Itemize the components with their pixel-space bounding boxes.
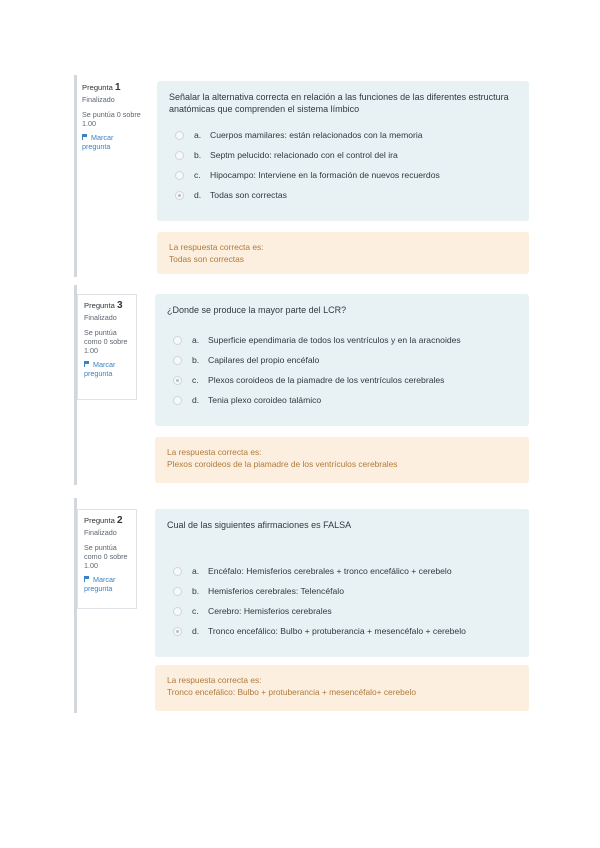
feedback-answer: Plexos coroideos de la piamadre de los ventrículos cerebrales — [167, 459, 398, 469]
question-2-feedback — [155, 665, 529, 711]
answer-option-c[interactable] — [167, 601, 517, 621]
option-text: Tenia plexo coroideo talámico — [208, 395, 322, 405]
question-score: Se puntúa como 0 sobre 1.00 — [84, 543, 128, 570]
radio-button[interactable] — [173, 567, 182, 576]
answer-option-c[interactable] — [169, 165, 517, 185]
question-3-info — [77, 294, 137, 400]
flag-question-link[interactable] — [84, 575, 131, 593]
flag-label: Marcar pregunta — [84, 360, 116, 378]
radio-button-selected[interactable] — [175, 191, 184, 200]
radio-button-selected[interactable] — [173, 627, 182, 636]
feedback-label: La respuesta correcta es: — [169, 242, 264, 252]
flag-icon — [84, 361, 91, 367]
question-number: 2 — [116, 515, 123, 526]
option-letter: d. — [194, 190, 202, 200]
question-2-content — [155, 509, 529, 657]
option-letter: d. — [192, 395, 200, 405]
question-1-content — [157, 81, 529, 221]
question-title-prefix: Pregunta — [82, 83, 113, 92]
question-number: 1 — [114, 82, 121, 93]
question-1-border — [74, 75, 77, 277]
feedback-answer: Tronco encefálico: Bulbo + protuberancia + mesencéfalo+ cerebelo — [167, 687, 417, 697]
feedback-label: La respuesta correcta es: — [167, 675, 262, 685]
question-state: Finalizado — [84, 528, 117, 537]
question-title — [84, 516, 131, 525]
radio-button[interactable] — [173, 336, 182, 345]
option-text: Septm pelucido: relacionado con el control del ira — [210, 150, 398, 160]
option-text: Hipocampo: Interviene en la formación de nuevos recuerdos — [210, 170, 440, 180]
question-text: Cual de las siguientes afirmaciones es FALSA — [167, 520, 352, 530]
radio-button[interactable] — [173, 356, 182, 365]
option-text: Encéfalo: Hemisferios cerebrales + tronco encefálico + cerebelo — [208, 566, 452, 576]
question-3-content — [155, 294, 529, 426]
answer-option-d[interactable] — [167, 621, 517, 641]
answer-option-a[interactable] — [167, 330, 517, 350]
radio-button[interactable] — [175, 151, 184, 160]
question-title — [82, 83, 142, 92]
flag-icon — [82, 134, 89, 140]
option-text: Hemisferios cerebrales: Telencéfalo — [208, 586, 344, 596]
answer-option-a[interactable] — [167, 561, 517, 581]
option-letter: b. — [192, 586, 200, 596]
option-text: Todas son correctas — [210, 190, 287, 200]
answer-option-d[interactable] — [169, 185, 517, 205]
radio-button-selected[interactable] — [173, 376, 182, 385]
question-text: Señalar la alternativa correcta en relación a las funciones de las diferentes estructura anatómicas que comprenden el sistema límbico — [169, 92, 509, 114]
option-letter: c. — [192, 606, 199, 616]
radio-button[interactable] — [175, 131, 184, 140]
option-text: Plexos coroideos de la piamadre de los ventrículos cerebrales — [208, 375, 445, 385]
option-letter: c. — [192, 375, 199, 385]
option-text: Capilares del propio encéfalo — [208, 355, 320, 365]
question-3-feedback — [155, 437, 529, 483]
flag-question-link[interactable] — [82, 133, 142, 151]
question-state: Finalizado — [82, 95, 115, 104]
radio-button[interactable] — [173, 396, 182, 405]
option-letter: b. — [192, 355, 200, 365]
question-title — [84, 301, 131, 310]
feedback-answer: Todas son correctas — [169, 254, 244, 264]
answer-option-a[interactable] — [169, 125, 517, 145]
question-title-prefix: Pregunta — [84, 301, 115, 310]
question-score: Se puntúa como 0 sobre 1.00 — [84, 328, 128, 355]
option-letter: a. — [192, 335, 200, 345]
question-state: Finalizado — [84, 313, 117, 322]
answer-option-b[interactable] — [167, 581, 517, 601]
question-1-feedback — [157, 232, 529, 274]
flag-label: Marcar pregunta — [82, 133, 114, 151]
radio-button[interactable] — [173, 587, 182, 596]
answer-option-b[interactable] — [169, 145, 517, 165]
question-2-info — [77, 509, 137, 609]
answer-option-b[interactable] — [167, 350, 517, 370]
flag-label: Marcar pregunta — [84, 575, 116, 593]
answer-option-d[interactable] — [167, 390, 517, 410]
option-letter: d. — [192, 626, 200, 636]
answer-option-c[interactable] — [167, 370, 517, 390]
radio-button[interactable] — [173, 607, 182, 616]
radio-button[interactable] — [175, 171, 184, 180]
option-text: Superficie ependimaria de todos los ventrículos y en la aracnoides — [208, 335, 461, 345]
flag-question-link[interactable] — [84, 360, 131, 378]
feedback-label: La respuesta correcta es: — [167, 447, 262, 457]
question-number: 3 — [116, 300, 123, 311]
flag-icon — [84, 576, 91, 582]
option-letter: a. — [194, 130, 202, 140]
option-text: Cerebro: Hemisferios cerebrales — [208, 606, 332, 616]
question-text: ¿Donde se produce la mayor parte del LCR? — [167, 305, 347, 315]
question-score: Se puntúa 0 sobre 1.00 — [82, 110, 141, 128]
question-title-prefix: Pregunta — [84, 516, 115, 525]
option-letter: b. — [194, 150, 202, 160]
question-1-info — [82, 83, 142, 151]
option-letter: c. — [194, 170, 201, 180]
option-letter: a. — [192, 566, 200, 576]
option-text: Cuerpos mamilares: están relacionados con la memoria — [210, 130, 423, 140]
option-text: Tronco encefálico: Bulbo + protuberancia + mesencéfalo + cerebelo — [208, 626, 466, 636]
